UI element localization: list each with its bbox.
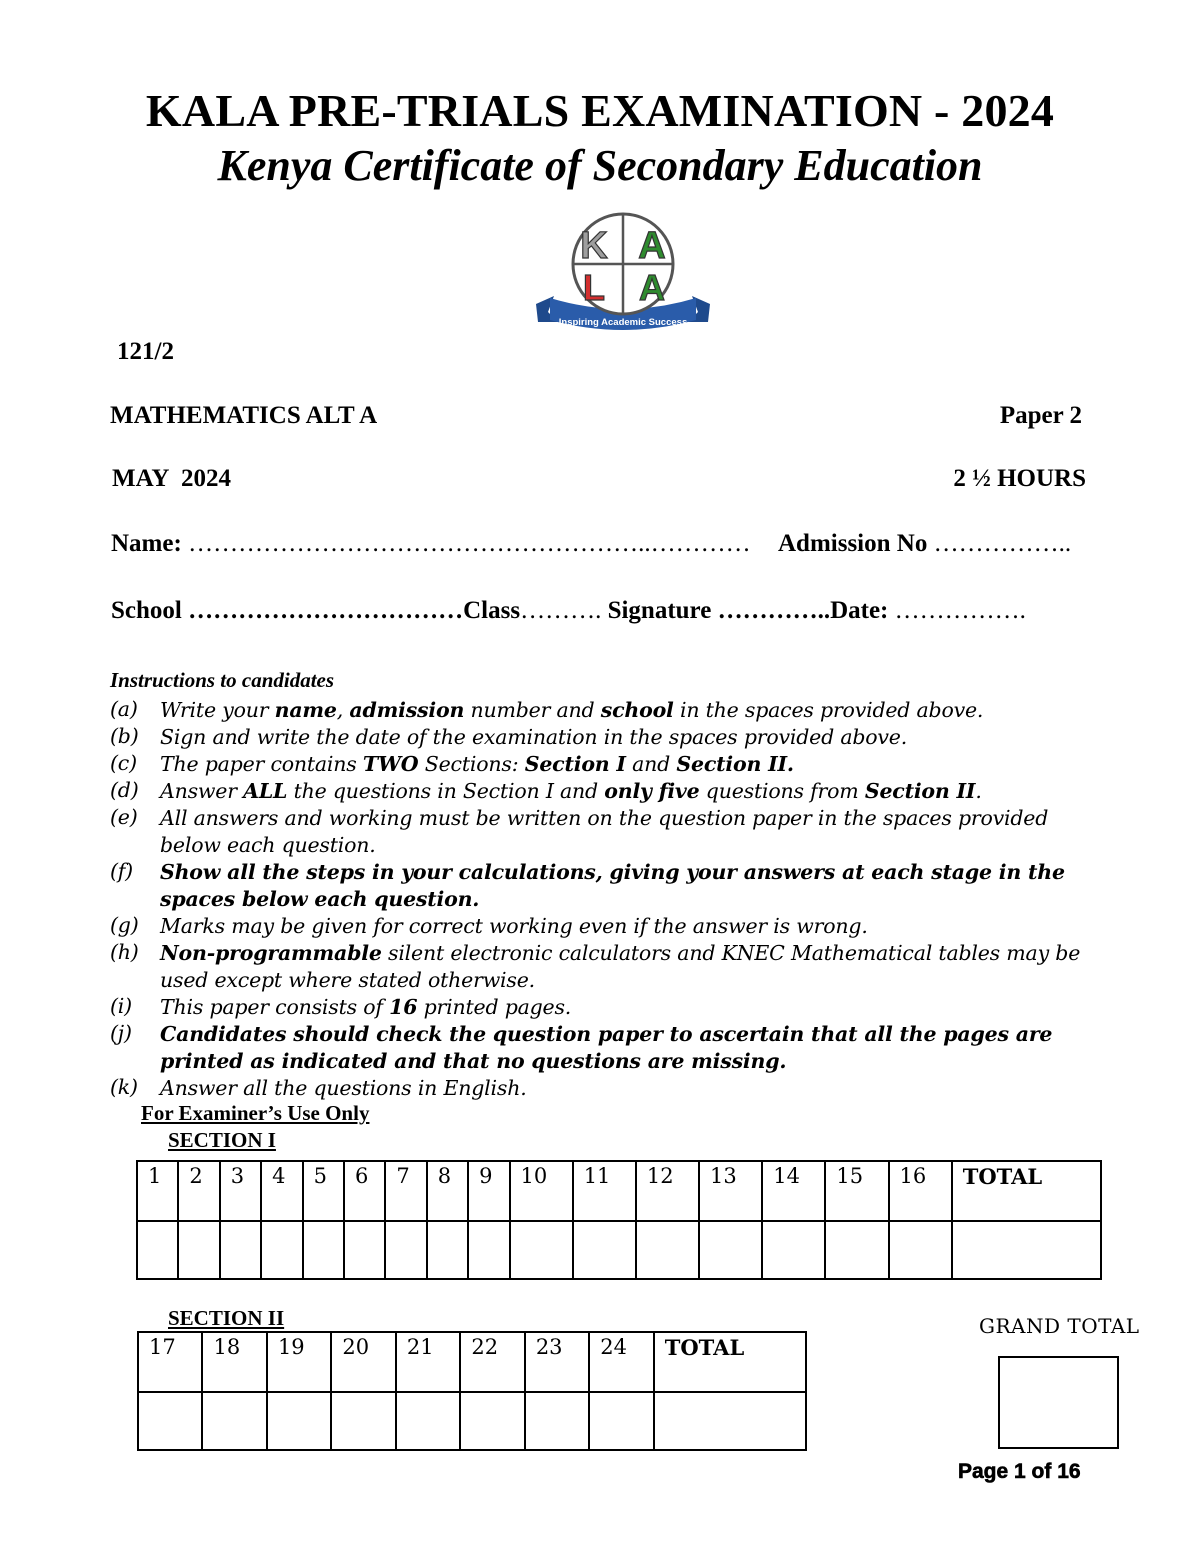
paper-number: Paper 2 (999, 402, 1082, 429)
date-label: Date: (830, 597, 889, 624)
section2-mark-cell[interactable] (267, 1392, 331, 1450)
grand-total-box[interactable] (998, 1356, 1119, 1449)
section1-col-header: 7 (385, 1161, 426, 1221)
section1-marks-row (137, 1221, 1101, 1279)
section2-mark-cell[interactable] (202, 1392, 266, 1450)
section1-label: SECTION I (168, 1128, 276, 1152)
section1-col-header: 12 (636, 1161, 699, 1221)
section1-mark-cell[interactable] (303, 1221, 344, 1279)
logo-letter-a-top: A (638, 225, 666, 267)
section1-col-header: 3 (220, 1161, 261, 1221)
school-row (111, 597, 1026, 625)
class-field[interactable]: ………. (520, 597, 602, 624)
section1-mark-cell[interactable] (344, 1221, 385, 1279)
section1-col-header: 1 (137, 1161, 178, 1221)
section1-mark-cell[interactable] (385, 1221, 426, 1279)
school-field[interactable]: …………………………… (188, 597, 464, 624)
section2-col-header: 24 (589, 1332, 653, 1392)
logo-banner-text: Inspiring Academic Success (558, 317, 688, 328)
section1-mark-cell[interactable] (468, 1221, 509, 1279)
section1-score-table (136, 1160, 1102, 1280)
section2-col-header: 19 (267, 1332, 331, 1392)
logo-letter-l: L (583, 267, 605, 308)
section1-col-header: 14 (762, 1161, 825, 1221)
admission-label: Admission No (778, 530, 928, 557)
kala-logo-graphic (532, 212, 714, 338)
section1-mark-cell[interactable] (178, 1221, 219, 1279)
section1-col-header: 5 (303, 1161, 344, 1221)
signature-label: Signature (607, 597, 712, 624)
section1-col-header: 4 (261, 1161, 302, 1221)
section1-col-header: 9 (468, 1161, 509, 1221)
section1-col-header: 6 (344, 1161, 385, 1221)
section1-col-header: 16 (889, 1161, 952, 1221)
section1-mark-cell[interactable] (261, 1221, 302, 1279)
section1-mark-cell[interactable] (427, 1221, 468, 1279)
section1-col-header: 11 (573, 1161, 636, 1221)
section2-mark-cell[interactable] (460, 1392, 524, 1450)
section1-mark-cell[interactable] (510, 1221, 573, 1279)
section1-mark-cell[interactable] (137, 1221, 178, 1279)
section1-mark-cell[interactable] (762, 1221, 825, 1279)
page-number: Page 1 of 16 (958, 1460, 1081, 1483)
section2-marks-row (138, 1392, 806, 1450)
paper-code: 121/2 (117, 338, 174, 365)
section2-col-header: 17 (138, 1332, 202, 1392)
section1-mark-cell[interactable] (825, 1221, 888, 1279)
section2-label: SECTION II (168, 1306, 285, 1330)
exam-title: KALA PRE-TRIALS EXAMINATION - 2024 (145, 85, 1055, 136)
section2-score-table (137, 1331, 807, 1451)
section2-header-row (138, 1332, 806, 1392)
instructions-list: (a) Write your name, admission number and school in the spaces provided above. (b) Sign and write the date of the examination in the spaces provided above. (c) The paper contains TWO Sections: Section I and Section II. (d) Answer ALL the questions in Section I and only five questions from Section II. (e) All answers and working must be written on the question paper in the spaces provided below each question. (f) Show all the steps in your calculations, giving your answers at each stage in the spaces below each question. (g) Marks may be given for correct working even if the answer is wrong. (h) Non-programmable silent electronic calculators and KNEC Mathematical tables may be used except where stated otherwise. (i) This paper consists of 16 printed pages. (j) Candidates should check the question paper to ascertain that all the pages are printed as indicated and that no questions are missing. (k) Answer all the questions in English. (110, 697, 1081, 1100)
section2-mark-cell[interactable] (396, 1392, 460, 1450)
section1-mark-cell[interactable] (220, 1221, 261, 1279)
grand-total-label: GRAND TOTAL (979, 1314, 1140, 1338)
logo-letter-k: K (580, 225, 608, 267)
name-label: Name: (111, 530, 182, 557)
name-row (111, 530, 751, 558)
section1-col-header: 2 (178, 1161, 219, 1221)
section1-mark-cell[interactable] (636, 1221, 699, 1279)
date-field[interactable]: ……………. (894, 597, 1026, 624)
subject-name: MATHEMATICS ALT A (110, 402, 378, 429)
name-field[interactable]: ………………………………………………..………… (188, 530, 751, 557)
section1-mark-cell[interactable] (952, 1221, 1101, 1279)
section2-mark-cell[interactable] (138, 1392, 202, 1450)
section2-mark-cell[interactable] (331, 1392, 395, 1450)
examiner-heading: For Examiner’s Use Only (141, 1101, 370, 1125)
admission-field[interactable]: …………….. (933, 530, 1072, 557)
section2-col-header: TOTAL (654, 1332, 806, 1392)
signature-field[interactable]: ………….. (717, 597, 831, 624)
section1-col-header: TOTAL (952, 1161, 1101, 1221)
exam-duration: 2 ½ HOURS (953, 465, 1086, 492)
section2-mark-cell[interactable] (589, 1392, 653, 1450)
section1-col-header: 15 (825, 1161, 888, 1221)
section2-mark-cell[interactable] (654, 1392, 806, 1450)
section1-col-header: 13 (699, 1161, 762, 1221)
section2-col-header: 20 (331, 1332, 395, 1392)
section1-col-header: 8 (427, 1161, 468, 1221)
section2-col-header: 22 (460, 1332, 524, 1392)
logo-letter-a-bottom: A (639, 267, 665, 308)
exam-date: MAY 2024 (112, 465, 231, 492)
school-label: School (111, 597, 182, 624)
class-label: Class (463, 597, 521, 624)
section1-col-header: 10 (510, 1161, 573, 1221)
section2-col-header: 21 (396, 1332, 460, 1392)
kala-logo (532, 212, 714, 338)
admission-row (778, 530, 1071, 558)
section1-mark-cell[interactable] (889, 1221, 952, 1279)
section2-col-header: 23 (525, 1332, 589, 1392)
instructions-heading: Instructions to candidates (110, 668, 335, 692)
section2-mark-cell[interactable] (525, 1392, 589, 1450)
section1-mark-cell[interactable] (699, 1221, 762, 1279)
section1-mark-cell[interactable] (573, 1221, 636, 1279)
section1-header-row (137, 1161, 1101, 1221)
section2-col-header: 18 (202, 1332, 266, 1392)
exam-subtitle: Kenya Certificate of Secondary Education (217, 141, 983, 190)
